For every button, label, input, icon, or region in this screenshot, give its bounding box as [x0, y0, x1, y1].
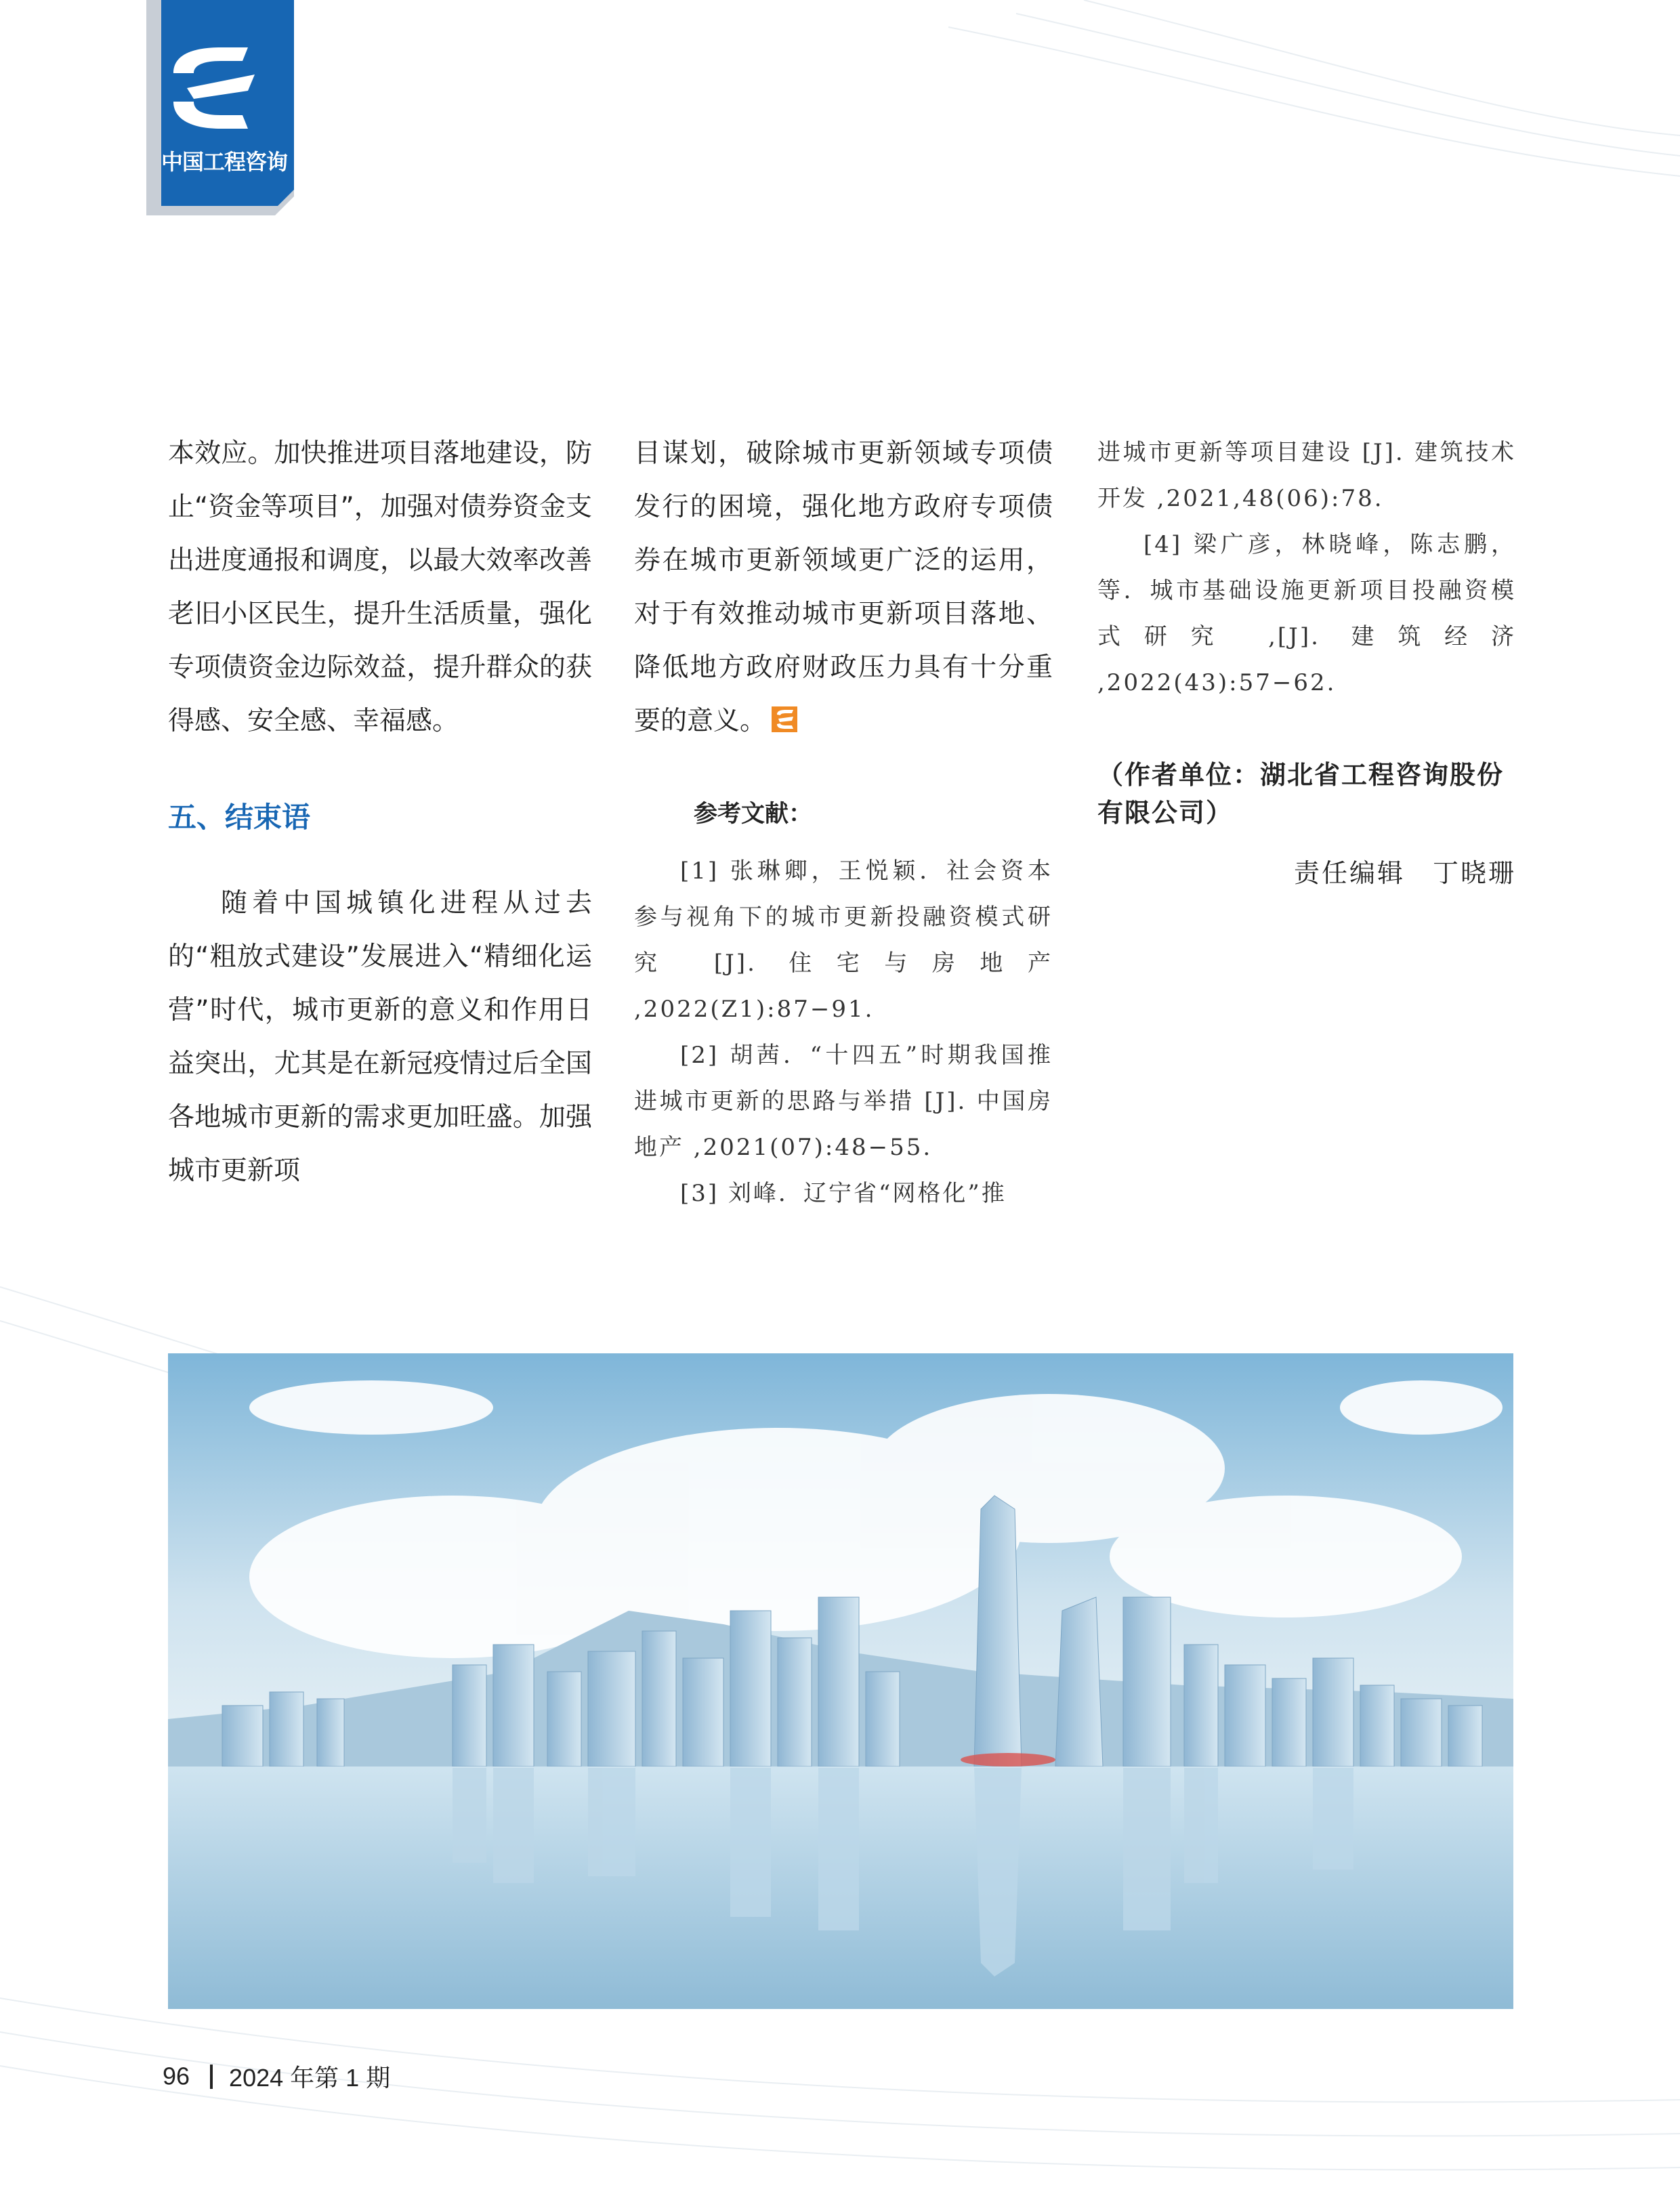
- article-column-3: [1097, 429, 1516, 889]
- magazine-name: 中国工程咨询: [161, 149, 288, 175]
- body-paragraph-text: 目谋划，破除城市更新领域专项债发行的困境，强化地方政府专项债券在城市更新领域更广泛的运用，对于有效推动城市更新项目落地、降低地方政府财政压力具有十分重要的意义。: [634, 438, 1053, 736]
- article-column-2: [634, 427, 1053, 1217]
- issue-label: 2024 年第 1 期: [229, 2064, 391, 2092]
- body-paragraph: 本效应。加快推进项目落地建设，防止“资金等项目”，加强对债券资金支出进度通报和调度，以最大效率改善老旧小区民生，提升生活质量，强化专项债资金边际效益，提升群众的获得感、安全感、幸福感。: [168, 438, 592, 736]
- footer-divider: [210, 2065, 213, 2089]
- page-number: 96: [163, 2062, 190, 2090]
- article-column-1: [168, 427, 592, 1198]
- body-paragraph: [634, 427, 1053, 748]
- references-title: 参考文献：: [694, 800, 813, 828]
- city-skyline-illustration: [168, 1353, 1513, 2009]
- reference-item: [1] 张琳卿，王悦颖．社会资本参与视角下的城市更新投融资模式研究 [J]. 住宅与房地产 ,2022(Z1):87−91.: [634, 858, 1053, 1023]
- reference-item: [4] 梁广彦，林晓峰，陈志鹏，等．城市基础设施更新项目投融资模式研究 ,[J]. 建筑经济 ,2022(43):57−62.: [1097, 531, 1516, 696]
- reference-item: [3] 刘峰．辽宁省“网格化”推: [680, 1180, 1007, 1207]
- magazine-logo-tab: [146, 0, 294, 215]
- page-footer: [163, 2059, 390, 2094]
- reference-item: [2] 胡茜．“十四五”时期我国推进城市更新的思路与举措 [J]. 中国房地产 ,2021(07):48−55.: [634, 1042, 1053, 1161]
- responsible-editor: 责任编辑 丁晓珊: [1293, 858, 1516, 888]
- journal-end-mark-icon: [772, 706, 797, 732]
- author-affiliation: （作者单位：湖北省工程咨询股份有限公司）: [1097, 760, 1505, 828]
- section-heading: 五、结束语: [168, 801, 311, 834]
- reference-item-continued: 进城市更新等项目建设 [J]. 建筑技术开发 ,2021,48(06):78.: [1097, 439, 1516, 512]
- body-paragraph: 随着中国城镇化进程从过去的“粗放式建设”发展进入“精细化运营”时代，城市更新的意义和作用日益突出，尤其是在新冠疫情过后全国各地城市更新的需求更加旺盛。加强城市更新项: [168, 888, 592, 1186]
